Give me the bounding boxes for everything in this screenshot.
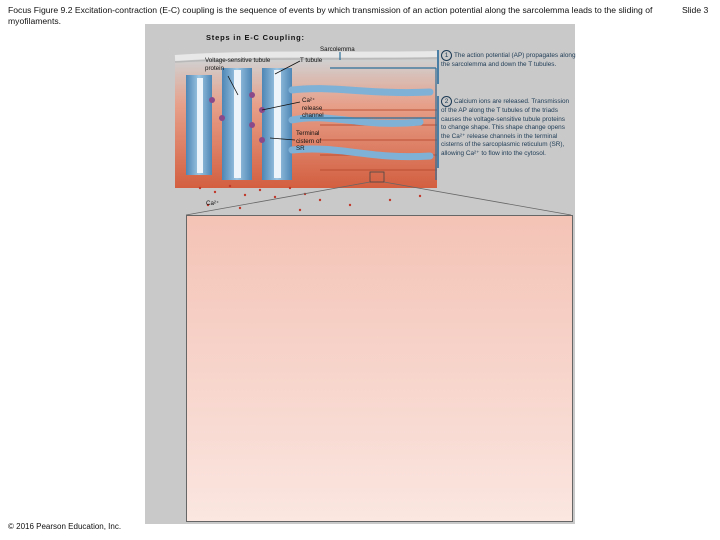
step-1-box [437,50,439,84]
figure-caption: Focus Figure 9.2 Excitation-contraction (E-C) coupling is the sequence of events by which transmission of an action potential along the sarcolemma leads to the sliding of myofilaments. [8,5,653,26]
label-sarcolemma: Sarcolemma [320,46,355,53]
t-tubule-middle [222,68,252,180]
step-2-number: 2 [441,96,452,107]
label-terminal-cistern: Terminal cistern of SR [296,130,322,153]
t-tubule-right [262,68,292,180]
step-2-text: Calcium ions are released. Transmission of the AP along the T tubules of the triads causes the voltage-sensitive tubule proteins to change shape. This shape change opens the Ca²⁺ release channels in the terminal cisterns of the sarcoplasmic reticulum (SR), allowing Ca²⁺ to flow into the cytosol. [441,98,570,157]
copyright: © 2016 Pearson Education, Inc. [8,522,122,531]
label-t-tubule: T tubule [300,57,323,64]
step-1-number: 1 [441,50,452,61]
step-2-box [437,96,439,168]
label-calcium-ions: Ca²⁺ [206,200,220,207]
step-2 [441,96,571,159]
magnified-sarcomere-box [186,215,573,522]
step-1 [441,50,577,70]
steps-title: Steps in E-C Coupling: [206,33,305,42]
label-ca-release-channel: Ca²⁺ release channel [302,97,324,120]
slide-number: Slide 3 [682,5,709,15]
step-1-text: The action potential (AP) propagates along the sarcolemma and down the T tubules. [441,52,576,68]
calcium-ions [199,185,421,211]
t-tubule-left [186,75,212,175]
label-voltage-protein: Voltage-sensitive tubule protein [205,57,271,72]
